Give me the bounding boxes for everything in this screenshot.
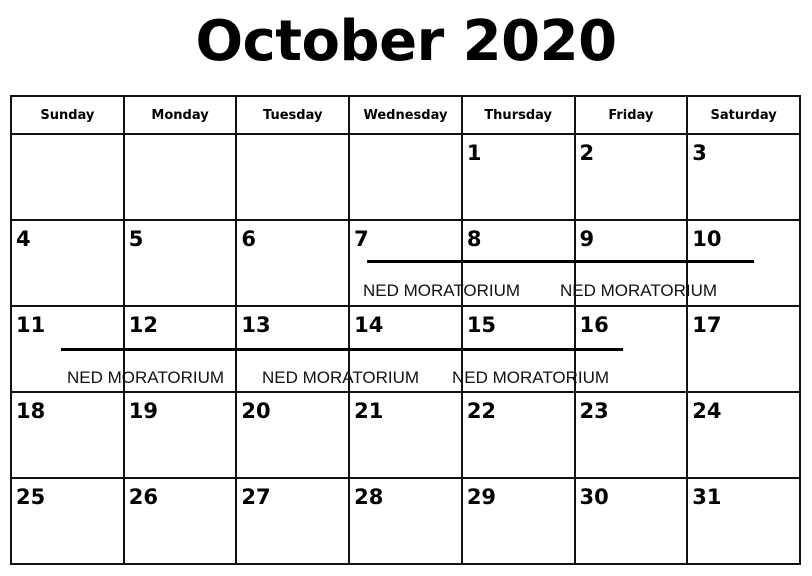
day-number: 24 — [692, 399, 722, 423]
day-cell — [687, 392, 800, 478]
day-number: 12 — [128, 313, 158, 337]
day-cell — [687, 220, 800, 306]
day-cell — [575, 478, 688, 564]
day-cell — [349, 392, 462, 478]
week-row — [11, 478, 800, 564]
moratorium-label: NED MORATORIUM — [363, 281, 521, 300]
day-number: 30 — [579, 485, 609, 509]
day-number: 27 — [241, 485, 271, 509]
day-cell — [575, 306, 688, 392]
day-cell — [124, 220, 237, 306]
weekday-header: Friday — [575, 96, 688, 134]
weekday-header-row — [11, 96, 800, 134]
day-cell — [236, 220, 349, 306]
day-number: 26 — [128, 485, 158, 509]
day-number: 4 — [16, 227, 31, 251]
day-number: 17 — [692, 313, 722, 337]
weekday-header: Wednesday — [349, 96, 462, 134]
day-number: 16 — [579, 313, 609, 337]
day-cell — [124, 478, 237, 564]
day-number: 3 — [692, 141, 707, 165]
day-number: 23 — [579, 399, 609, 423]
weekday-header: Tuesday — [236, 96, 349, 134]
day-cell — [349, 478, 462, 564]
day-number: 13 — [241, 313, 271, 337]
weekday-header: Sunday — [11, 96, 124, 134]
day-number: 22 — [466, 399, 497, 423]
day-cell — [236, 306, 349, 392]
day-number: 21 — [354, 399, 384, 423]
week-row — [11, 220, 800, 306]
day-cell — [575, 134, 688, 220]
day-cell — [349, 306, 462, 392]
day-number: 1 — [466, 141, 482, 165]
weekday-header: Thursday — [462, 96, 575, 134]
calendar-grid — [10, 95, 801, 565]
calendar-title: October 2020 — [195, 9, 617, 74]
day-cell — [349, 134, 462, 220]
moratorium-label: NED MORATORIUM — [262, 368, 420, 387]
week-row — [11, 392, 800, 478]
day-number: 15 — [466, 313, 497, 337]
day-number: 6 — [241, 227, 257, 251]
weekday-header: Monday — [124, 96, 237, 134]
day-number: 18 — [16, 399, 46, 423]
day-cell — [11, 134, 124, 220]
day-number: 20 — [241, 399, 271, 423]
day-number: 28 — [354, 485, 384, 509]
day-cell — [11, 478, 124, 564]
day-number: 14 — [354, 313, 384, 337]
day-number: 9 — [579, 227, 595, 251]
moratorium-label: NED MORATORIUM — [67, 368, 225, 387]
day-cell — [462, 306, 575, 392]
day-cell — [124, 392, 237, 478]
day-cell — [124, 134, 237, 220]
weekday-header: Saturday — [687, 96, 800, 134]
day-number: 29 — [466, 485, 497, 509]
day-number: 5 — [128, 227, 144, 251]
day-cell — [124, 306, 237, 392]
day-cell — [575, 392, 688, 478]
day-number: 19 — [128, 399, 158, 423]
day-cell — [236, 134, 349, 220]
moratorium-label: NED MORATORIUM — [560, 281, 718, 300]
week-row — [11, 306, 800, 392]
day-cell — [462, 392, 575, 478]
day-cell — [575, 220, 688, 306]
day-cell — [236, 392, 349, 478]
day-number: 11 — [16, 313, 46, 337]
day-number: 25 — [16, 485, 46, 509]
week-row — [11, 134, 800, 220]
day-number: 10 — [692, 227, 722, 251]
day-cell — [687, 134, 800, 220]
day-number: 2 — [579, 141, 595, 165]
day-cell — [11, 306, 124, 392]
day-cell — [462, 478, 575, 564]
day-cell — [349, 220, 462, 306]
day-cell — [11, 220, 124, 306]
day-number: 7 — [354, 227, 369, 251]
moratorium-label: NED MORATORIUM — [452, 368, 610, 387]
day-cell — [462, 134, 575, 220]
day-cell — [687, 306, 800, 392]
day-number: 8 — [466, 227, 482, 251]
day-cell — [462, 220, 575, 306]
day-cell — [236, 478, 349, 564]
day-cell — [687, 478, 800, 564]
day-number: 31 — [692, 485, 722, 509]
day-cell — [11, 392, 124, 478]
